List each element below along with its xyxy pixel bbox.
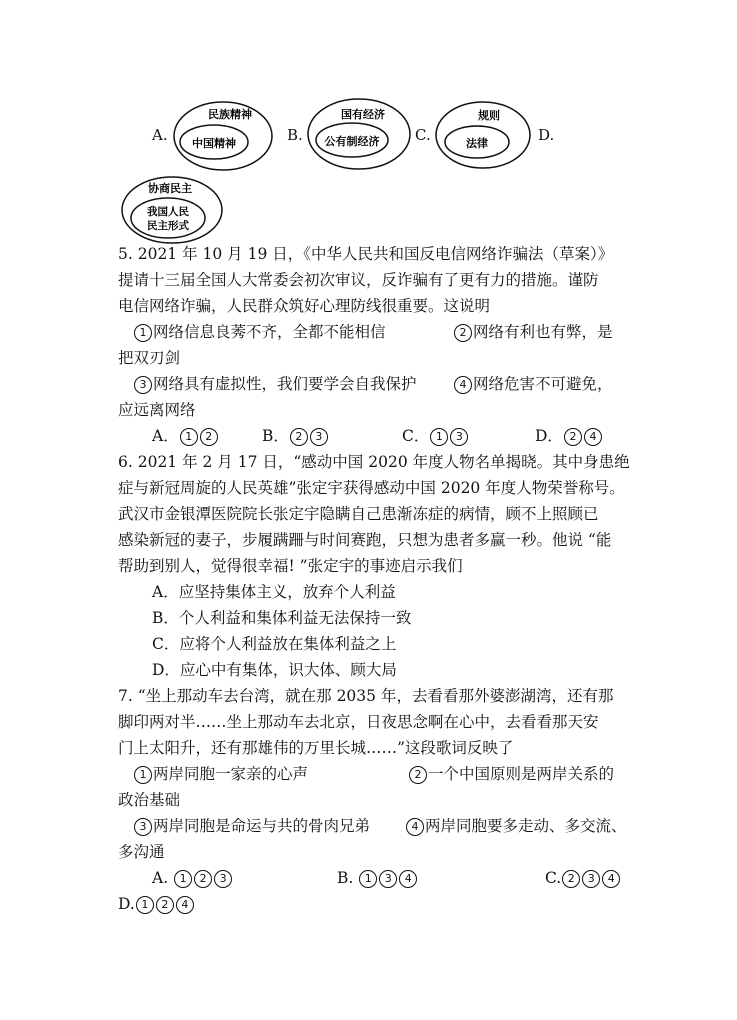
q5-option-b[interactable]: B． 2 3 (262, 425, 329, 447)
circled-number: 4 (406, 818, 424, 836)
q5-stem-line1: 5. 2021 年 10 月 19 日，《中华人民共和国反电信网络诈骗法（草案）》 (118, 245, 614, 263)
q7-option-d[interactable]: D. 1 2 4 (118, 893, 195, 915)
q6-option-c[interactable]: C．应将个人利益放在集体利益之上 (152, 635, 397, 653)
inner-label-line1: 我国人民 (147, 206, 189, 218)
inner-ellipse (131, 198, 205, 238)
q5-statement-2: 2 网络有利也有弊，是 (453, 321, 613, 343)
q6-option-d[interactable]: D．应心中有集体，识大体、顾大局 (152, 661, 397, 679)
outer-label: 协商民主 (148, 182, 192, 195)
q6-stem-line3: 武汉市金银潭医院院长张定宇隐瞒自己患渐冻症的病情，顾不上照顾已 (118, 505, 599, 523)
q7-statement-4: 4 两岸同胞要多走动、多交流、 (405, 815, 627, 837)
q7-statement-2-cont: 政治基础 (118, 791, 181, 809)
circled-number: 2 (409, 766, 427, 784)
circled-number: 1 (134, 324, 152, 342)
q5-stem-line3: 电信网络诈骗，人民群众筑好心理防线很重要。这说明 (118, 297, 491, 315)
q6-option-b[interactable]: B．个人利益和集体利益无法保持一致 (152, 609, 412, 627)
q5-option-c[interactable]: C． 1 3 (402, 425, 469, 447)
option-d-letter: D. (538, 126, 555, 144)
q7-statement-4-cont: 多沟通 (118, 843, 165, 861)
q5-statement-2-cont: 把双刃剑 (118, 349, 181, 367)
option-c-letter: C. (415, 126, 431, 144)
inner-label: 法律 (466, 137, 488, 150)
q6-stem-line1: 6. 2021 年 2 月 17 日，“感动中国 2020 年度人物名单揭晓。其中身患绝 (118, 453, 630, 471)
q7-stem-line3: 门上太阳升，还有那雄伟的万里长城……”这段歌词反映了 (118, 739, 514, 757)
inner-label: 中国精神 (192, 137, 236, 150)
q5-statement-4-cont: 应远离网络 (118, 401, 196, 419)
venn-diagram-a (172, 100, 274, 172)
q6-stem-line2: 症与新冠周旋的人民英雄”张定宇获得感动中国 2020 年度人物荣誉称号。 (118, 479, 625, 497)
q5-option-a[interactable]: A． 1 2 (152, 425, 219, 447)
outer-label: 国有经济 (341, 108, 385, 121)
circled-number: 1 (134, 766, 152, 784)
q7-stem-line1: 7. “坐上那动车去台湾，就在那 2035 年，去看看那外婆澎湖湾，还有那 (118, 687, 614, 705)
q5-statement-3: 3 网络具有虚拟性，我们要学会自我保护 (133, 373, 417, 395)
outer-label: 规则 (478, 109, 500, 122)
venn-diagram-b (305, 96, 413, 172)
q5-statement-1: 1 网络信息良莠不齐，全都不能相信 (133, 321, 386, 343)
outer-label: 民族精神 (208, 108, 252, 121)
q7-statement-2: 2 一个中国原则是两岸关系的 (408, 763, 614, 785)
circled-number: 4 (454, 376, 472, 394)
circled-number: 2 (454, 324, 472, 342)
q6-option-a[interactable]: A．应坚持集体主义，放弃个人利益 (152, 583, 396, 601)
q5-stem-line2: 提请十三届全国人大常委会初次审议，反诈骗有了更有力的措施。谨防 (118, 271, 599, 289)
q6-stem-line4: 感染新冠的妻子，步履蹒跚与时间赛跑，只想为患者多赢一秒。他说 “能 (118, 531, 612, 549)
q5-statement-4: 4 网络危害不可避免， (453, 373, 613, 395)
q7-statement-1: 1 两岸同胞一家亲的心声 (133, 763, 308, 785)
q7-statement-3: 3 两岸同胞是命运与共的骨肉兄弟 (133, 815, 370, 837)
q7-option-a[interactable]: A. 1 2 3 (152, 867, 233, 889)
inner-label: 公有制经济 (324, 135, 380, 148)
circled-number: 3 (134, 376, 152, 394)
option-b-letter: B. (287, 126, 303, 144)
q7-stem-line2: 脚印两对半……坐上那动车去北京，日夜思念啊在心中，去看看那天安 (118, 713, 599, 731)
inner-label-line2: 民主形式 (147, 220, 189, 232)
q7-option-c[interactable]: C. 2 3 4 (545, 867, 621, 889)
circled-number: 3 (134, 818, 152, 836)
venn-diagram-d (120, 175, 224, 245)
q5-option-d[interactable]: D． 2 4 (535, 425, 603, 447)
q6-stem-line5: 帮助到别人，觉得很幸福! ”张定宇的事迹启示我们 (118, 557, 463, 575)
option-a-letter: A. (152, 126, 168, 144)
venn-diagram-c (433, 99, 533, 171)
q7-option-b[interactable]: B. 1 3 4 (337, 867, 418, 889)
